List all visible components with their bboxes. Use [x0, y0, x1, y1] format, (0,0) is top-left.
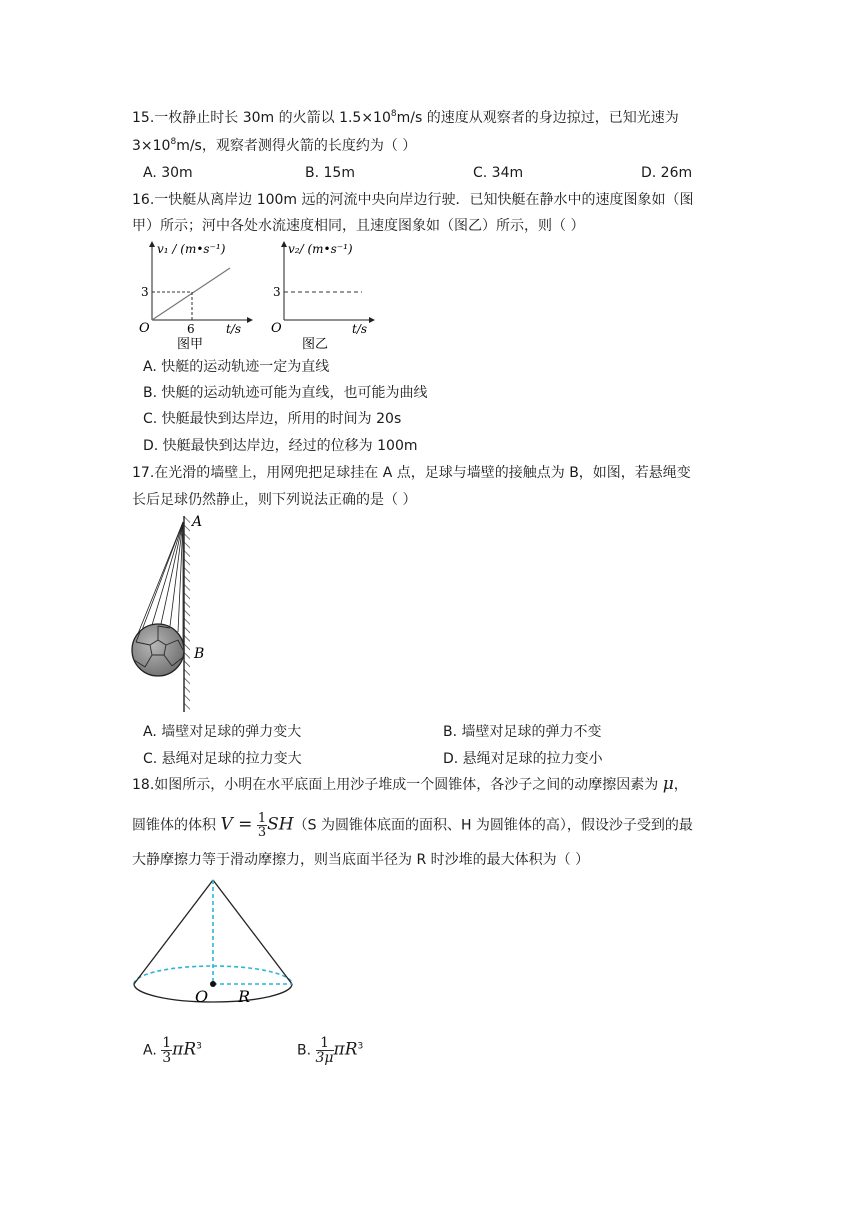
q17-option-d: D. 悬绳对足球的拉力变小 — [443, 751, 603, 767]
graph-jia-xlabel: t/s — [226, 322, 242, 336]
q16-option-a: A. 快艇的运动轨迹一定为直线 — [143, 359, 330, 375]
point-b-label: B — [194, 646, 205, 662]
q18-stem-line1: 18.如图所示，小明在水平底面上用沙子堆成一个圆锥体，各沙子之间的动摩擦因素为 μ， — [132, 774, 688, 794]
center-o-label: O — [195, 987, 209, 1006]
q18-stem-line2: 圆锥体的体积 V = $\frac{1}{3}$ SH（S 为圆锥体底面的面积、H 为圆锥体的高），假设沙子受到的最 — [132, 811, 693, 840]
q15-option-a: A. 30m — [143, 165, 193, 181]
q16-stem-line1: 16.一快艇从离岸边 100m 远的河流中央向岸边行驶．已知快艇在静水中的速度图象如（图 — [132, 192, 694, 208]
q16-option-c: C. 快艇最快到达岸边，所用的时间为 20s — [143, 411, 402, 427]
q15-stem-line1: 15.一枚静止时长 30m 的火箭以 $1.5\times 10^8m/s$ 的速度从观察者的身边掠过，已知光速为 — [132, 109, 679, 126]
graph-jia-ytick: 3 — [141, 285, 149, 299]
q15-option-c: C. 34m — [473, 165, 524, 181]
graph-yi-origin: O — [271, 321, 282, 336]
q17-option-b: B. 墙壁对足球的弹力不变 — [443, 724, 602, 740]
q18-cone-figure — [128, 872, 298, 1006]
q18-option-a: A. $\frac{1}{3}$ $\pi R^3$ — [143, 1035, 202, 1066]
graph-jia-ylabel: v₁ / (m•s⁻¹) — [157, 242, 226, 256]
graph-yi-caption: 图乙 — [302, 337, 329, 350]
q16-stem-line2: 甲）所示；河中各处水流速度相同，且速度图象如（图乙）所示，则（ ） — [132, 218, 585, 234]
graph-yi-ytick: 3 — [273, 285, 281, 299]
q16-option-b: B. 快艇的运动轨迹可能为直线，也可能为曲线 — [143, 385, 428, 401]
graph-jia-caption: 图甲 — [177, 337, 204, 350]
mu-symbol: μ — [662, 774, 674, 794]
q17-option-a: A. 墙壁对足球的弹力变大 — [143, 724, 302, 740]
q18-stem-line3: 大静摩擦力等于滑动摩擦力，则当底面半径为 R 时沙堆的最大体积为（ ） — [132, 852, 590, 868]
radius-r-label: R — [238, 987, 251, 1006]
graph-jia-origin: O — [139, 321, 150, 336]
graph-yi-xlabel: t/s — [352, 322, 368, 336]
q15-option-b: B. 15m — [305, 165, 355, 181]
q16-graph-jia — [130, 238, 260, 350]
q17-stem-line2: 长后足球仍然静止，则下列说法正确的是（ ） — [132, 492, 417, 508]
graph-yi-ylabel: v₂/ (m•s⁻¹) — [288, 242, 353, 256]
q17-option-c: C. 悬绳对足球的拉力变大 — [143, 751, 302, 767]
q16-option-d: D. 快艇最快到达岸边，经过的位移为 100m — [143, 438, 418, 454]
q17-wall-ball-figure — [128, 512, 218, 716]
q16-graph-yi — [262, 238, 382, 350]
q15-stem-line2: $3\times 10^8m/s$，观察者测得火箭的长度约为（ ） — [132, 137, 417, 154]
point-a-label: A — [192, 514, 203, 530]
q15-option-d: D. 26m — [641, 165, 693, 181]
q17-stem-line1: 17.在光滑的墙壁上，用网兜把足球挂在 A 点，足球与墙壁的接触点为 B，如图，若悬绳变 — [132, 465, 691, 481]
graph-jia-xtick: 6 — [187, 322, 195, 336]
q18-option-b: B. $\frac{1}{3\mu}$ $\pi R^3$ — [297, 1035, 364, 1066]
